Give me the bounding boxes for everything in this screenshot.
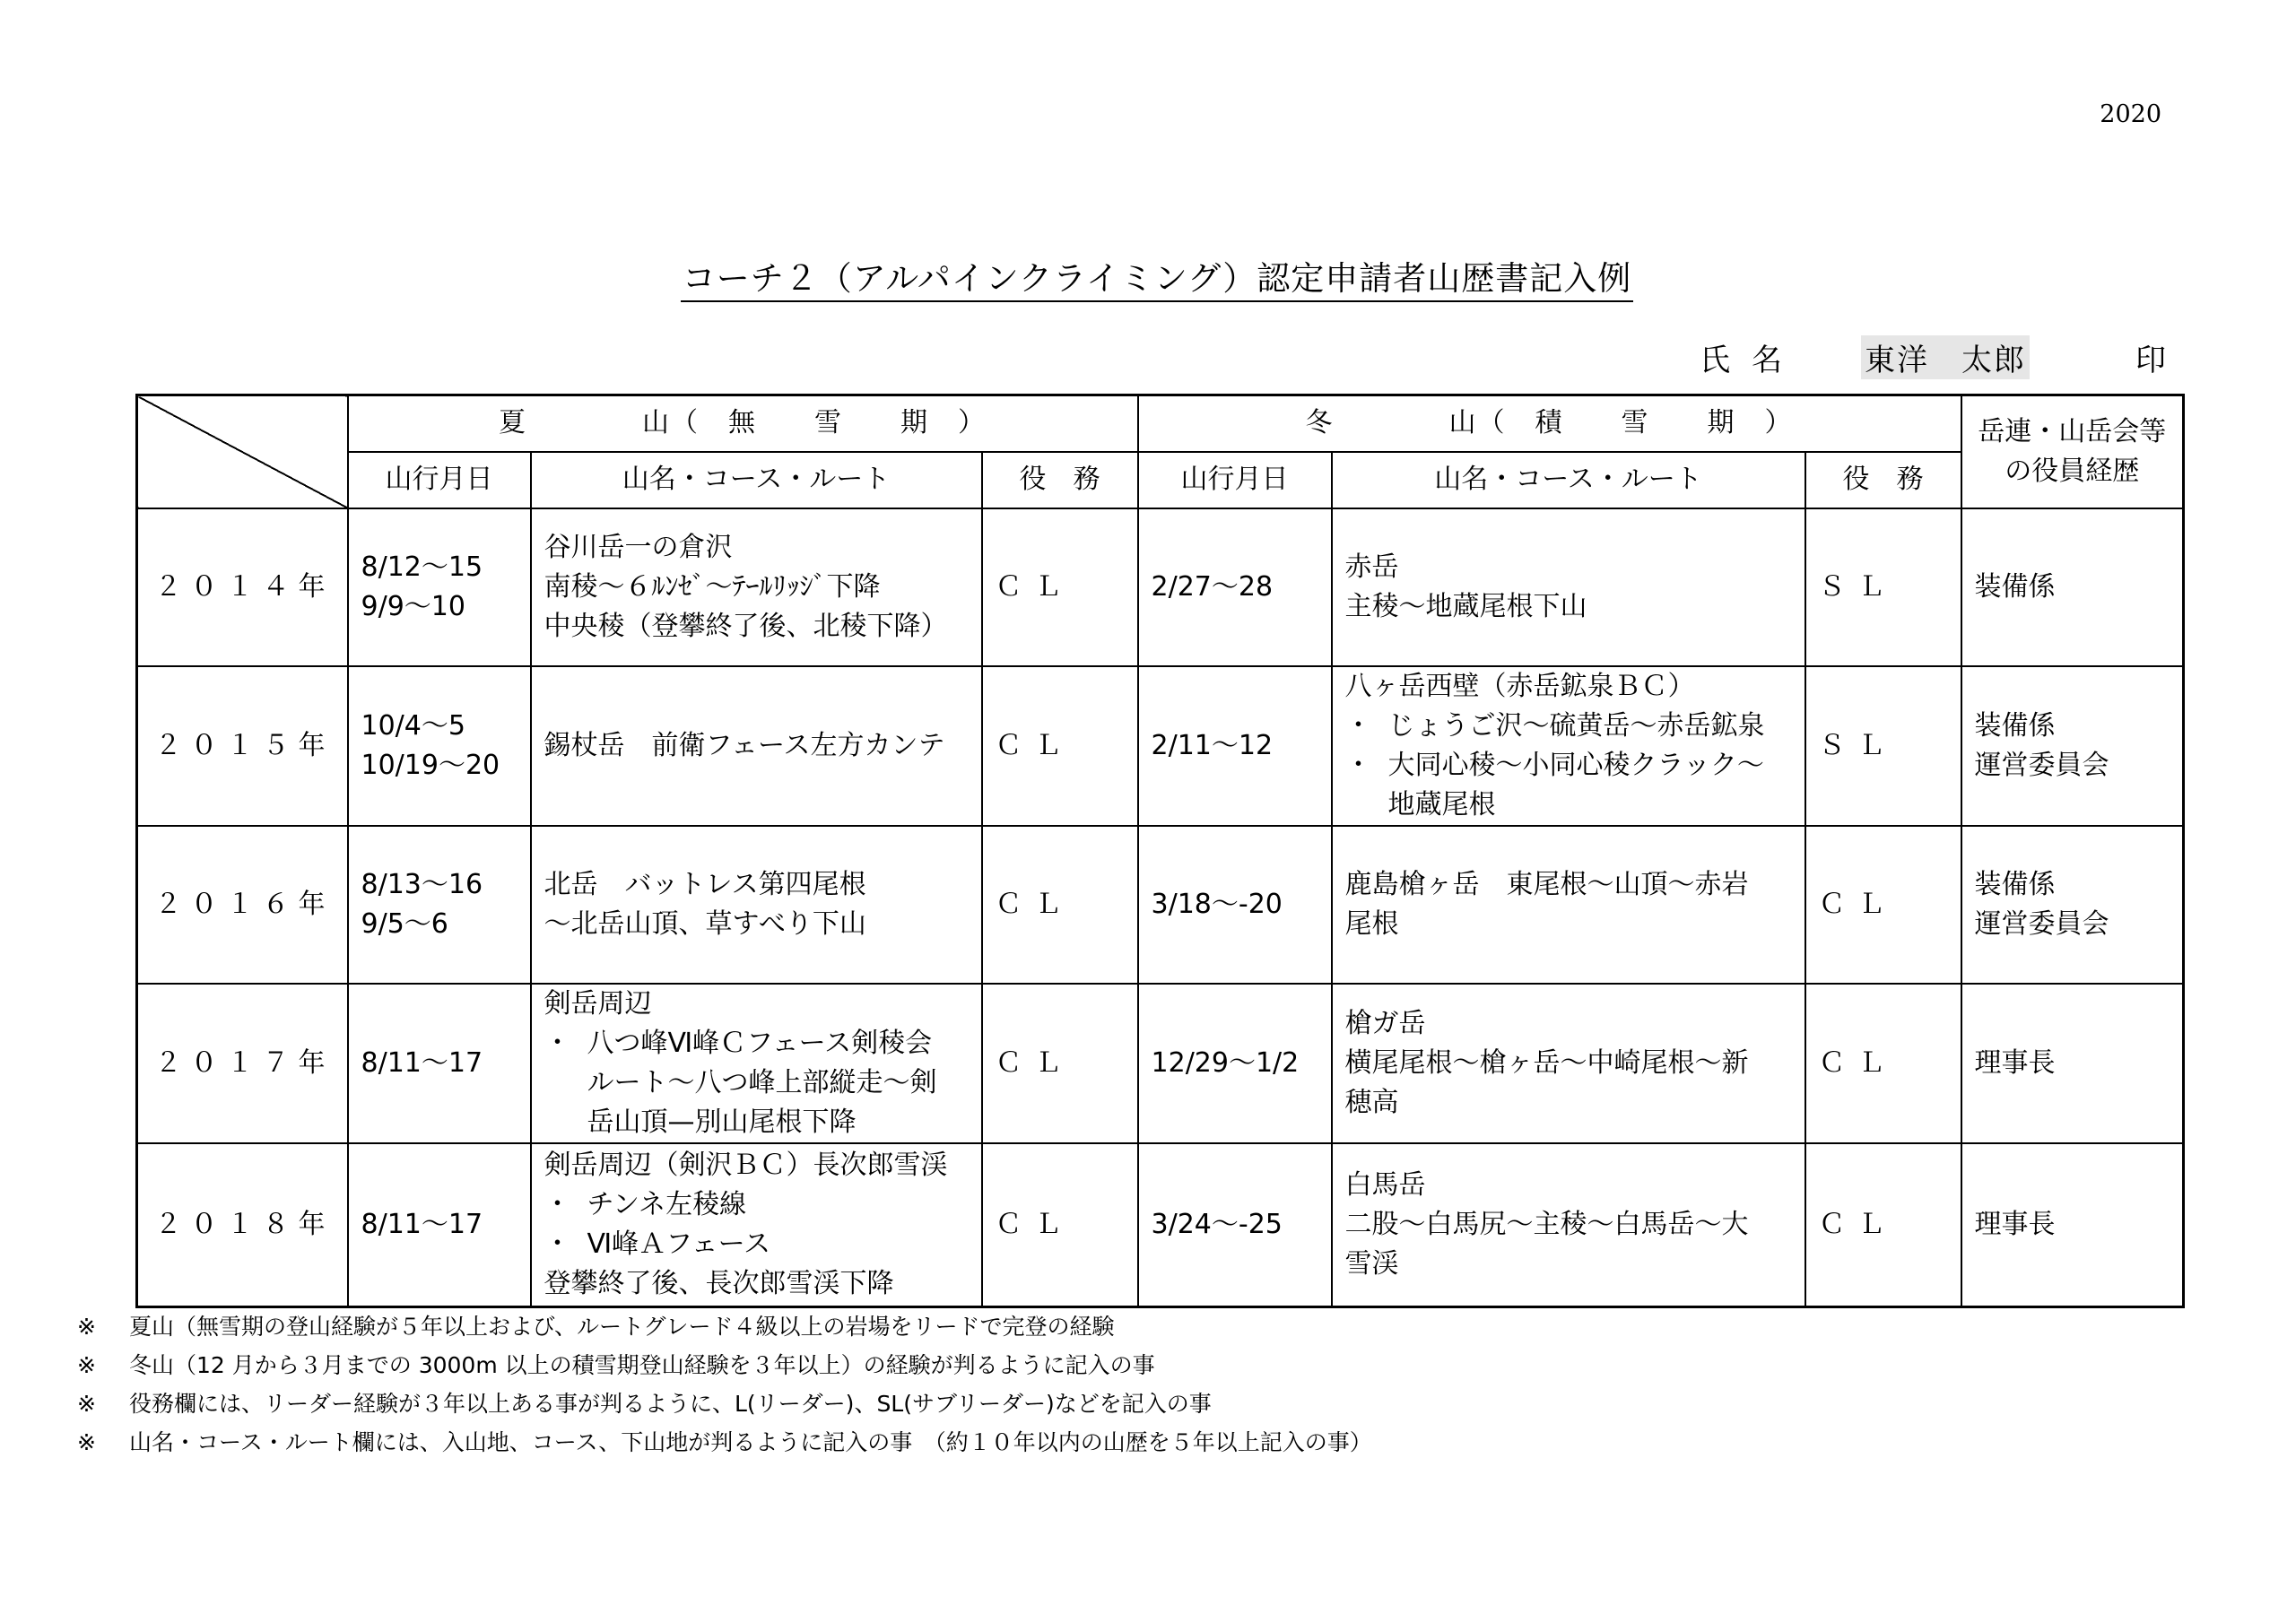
year-cell: ２０１８年 — [137, 1143, 348, 1307]
officer-cell: 装備係 運営委員会 — [1961, 666, 2184, 826]
year-cell: ２０１４年 — [137, 508, 348, 666]
summer-dates-cell: 8/13〜16 9/5〜6 — [348, 826, 531, 984]
winter-dates-cell: 3/24〜-25 — [1138, 1143, 1332, 1307]
winter-role-cell: ＣＬ — [1805, 1143, 1961, 1307]
note-item — [77, 1346, 2230, 1384]
summer-role-cell: ＣＬ — [982, 826, 1138, 984]
applicant-name-line — [1700, 335, 2166, 378]
winter-dates-cell: 2/11〜12 — [1138, 666, 1332, 826]
year-cell: ２０１７年 — [137, 984, 348, 1143]
notes — [77, 1307, 2230, 1462]
officer-cell: 装備係 運営委員会 — [1961, 826, 2184, 984]
note-mark: ※ — [77, 1391, 96, 1417]
summer-role-cell: ＣＬ — [982, 1143, 1138, 1307]
note-item — [77, 1423, 2230, 1462]
table-row — [137, 1143, 2184, 1307]
table-row — [137, 984, 2184, 1143]
table-row — [137, 508, 2184, 666]
summer-dates-cell: 8/11〜17 — [348, 984, 531, 1143]
note-mark: ※ — [77, 1314, 96, 1340]
note-text: 山名・コース・ルート欄には、入山地、コース、下山地が判るように記入の事 （約１０年以内の山歴を５年以上記入の事） — [129, 1429, 1372, 1455]
page-label: 2020 — [2100, 100, 2161, 128]
summer-role-cell: ＣＬ — [982, 666, 1138, 826]
winter-date-header: 山行月日 — [1138, 452, 1332, 508]
officer-cell: 理事長 — [1961, 984, 2184, 1143]
summer-route-cell: 剣岳周辺 ・ 八つ峰Ⅵ峰Ｃフェース剣稜会 ルート〜八つ峰上部縦走〜剣 岳山頂—別山尾根下降 — [531, 984, 982, 1143]
officer-cell: 装備係 — [1961, 508, 2184, 666]
year-cell: ２０１５年 — [137, 666, 348, 826]
note-mark: ※ — [77, 1429, 96, 1455]
corner-diagonal-cell — [137, 395, 348, 508]
officer-cell: 理事長 — [1961, 1143, 2184, 1307]
mountain-history-table — [135, 394, 2185, 1308]
summer-dates-cell: 8/11〜17 — [348, 1143, 531, 1307]
summer-dates-cell: 10/4〜5 10/19〜20 — [348, 666, 531, 826]
document-title-text: コーチ２（アルパインクライミング）認定申請者山歴書記入例 — [681, 259, 1633, 302]
winter-role-header: 役 務 — [1805, 452, 1961, 508]
summer-header: 夏 山（ 無 雪 期 ） — [348, 395, 1138, 452]
winter-route-cell: 鹿島槍ヶ岳 東尾根〜山頂〜赤岩 尾根 — [1332, 826, 1805, 984]
winter-role-cell: ＣＬ — [1805, 984, 1961, 1143]
summer-route-header: 山名・コース・ルート — [531, 452, 982, 508]
note-item — [77, 1384, 2230, 1423]
winter-dates-cell: 3/18〜-20 — [1138, 826, 1332, 984]
document-title — [0, 251, 2296, 299]
note-text: 冬山（12 月から３月までの 3000m 以上の積雪期登山経験を３年以上）の経験が判るように記入の事 — [129, 1352, 1155, 1378]
summer-dates-cell: 8/12〜15 9/9〜10 — [348, 508, 531, 666]
winter-dates-cell: 2/27〜28 — [1138, 508, 1332, 666]
winter-route-cell: 槍ガ岳 横尾尾根〜槍ヶ岳〜中崎尾根〜新 穂高 — [1332, 984, 1805, 1143]
winter-role-cell: ＳＬ — [1805, 508, 1961, 666]
note-text: 役務欄には、リーダー経験が３年以上ある事が判るように、L(リーダー)、SL(サブリーダー)などを記入の事 — [129, 1391, 1212, 1417]
winter-route-cell: 白馬岳 二股〜白馬尻〜主稜〜白馬岳〜大 雪渓 — [1332, 1143, 1805, 1307]
winter-route-cell: 八ヶ岳西壁（赤岳鉱泉ＢＣ） ・ じょうご沢〜硫黄岳〜赤岳鉱泉 ・ 大同心稜〜小同心稜クラック〜 地蔵尾根 — [1332, 666, 1805, 826]
note-mark: ※ — [77, 1352, 96, 1378]
winter-dates-cell: 12/29〜1/2 — [1138, 984, 1332, 1143]
summer-date-header: 山行月日 — [348, 452, 531, 508]
winter-route-cell: 赤岳 主稜〜地蔵尾根下山 — [1332, 508, 1805, 666]
summer-route-cell: 錫杖岳 前衛フェース左方カンテ — [531, 666, 982, 826]
name-label: 氏名 — [1700, 343, 1804, 378]
applicant-name: 東洋 太郎 — [1861, 335, 2030, 379]
summer-role-cell: ＣＬ — [982, 508, 1138, 666]
summer-route-cell: 剣岳周辺（剣沢ＢＣ）長次郎雪渓 ・ チンネ左稜線 ・ Ⅵ峰Ａフェース 登攀終了後、長次郎雪渓下降 — [531, 1143, 982, 1307]
winter-route-header: 山名・コース・ルート — [1332, 452, 1805, 508]
summer-route-cell: 谷川岳一の倉沢 南稜〜６ﾙﾝｾﾞ〜ﾃｰﾙﾘｯｼﾞ下降 中央稜（登攀終了後、北稜下降） — [531, 508, 982, 666]
seal-label: 印 — [2135, 343, 2166, 378]
officer-header: 岳連・山岳会等 の役員経歴 — [1961, 395, 2184, 508]
summer-role-header: 役 務 — [982, 452, 1138, 508]
winter-header: 冬 山（ 積 雪 期 ） — [1138, 395, 1961, 452]
note-item — [77, 1307, 2230, 1346]
table-row — [137, 666, 2184, 826]
table-row — [137, 826, 2184, 984]
winter-role-cell: ＳＬ — [1805, 666, 1961, 826]
winter-role-cell: ＣＬ — [1805, 826, 1961, 984]
note-text: 夏山（無雪期の登山経験が５年以上および、ルートグレード４級以上の岩場をリードで完登の経験 — [129, 1314, 1115, 1340]
summer-route-cell: 北岳 バットレス第四尾根 〜北岳山頂、草すべり下山 — [531, 826, 982, 984]
summer-role-cell: ＣＬ — [982, 984, 1138, 1143]
year-cell: ２０１６年 — [137, 826, 348, 984]
